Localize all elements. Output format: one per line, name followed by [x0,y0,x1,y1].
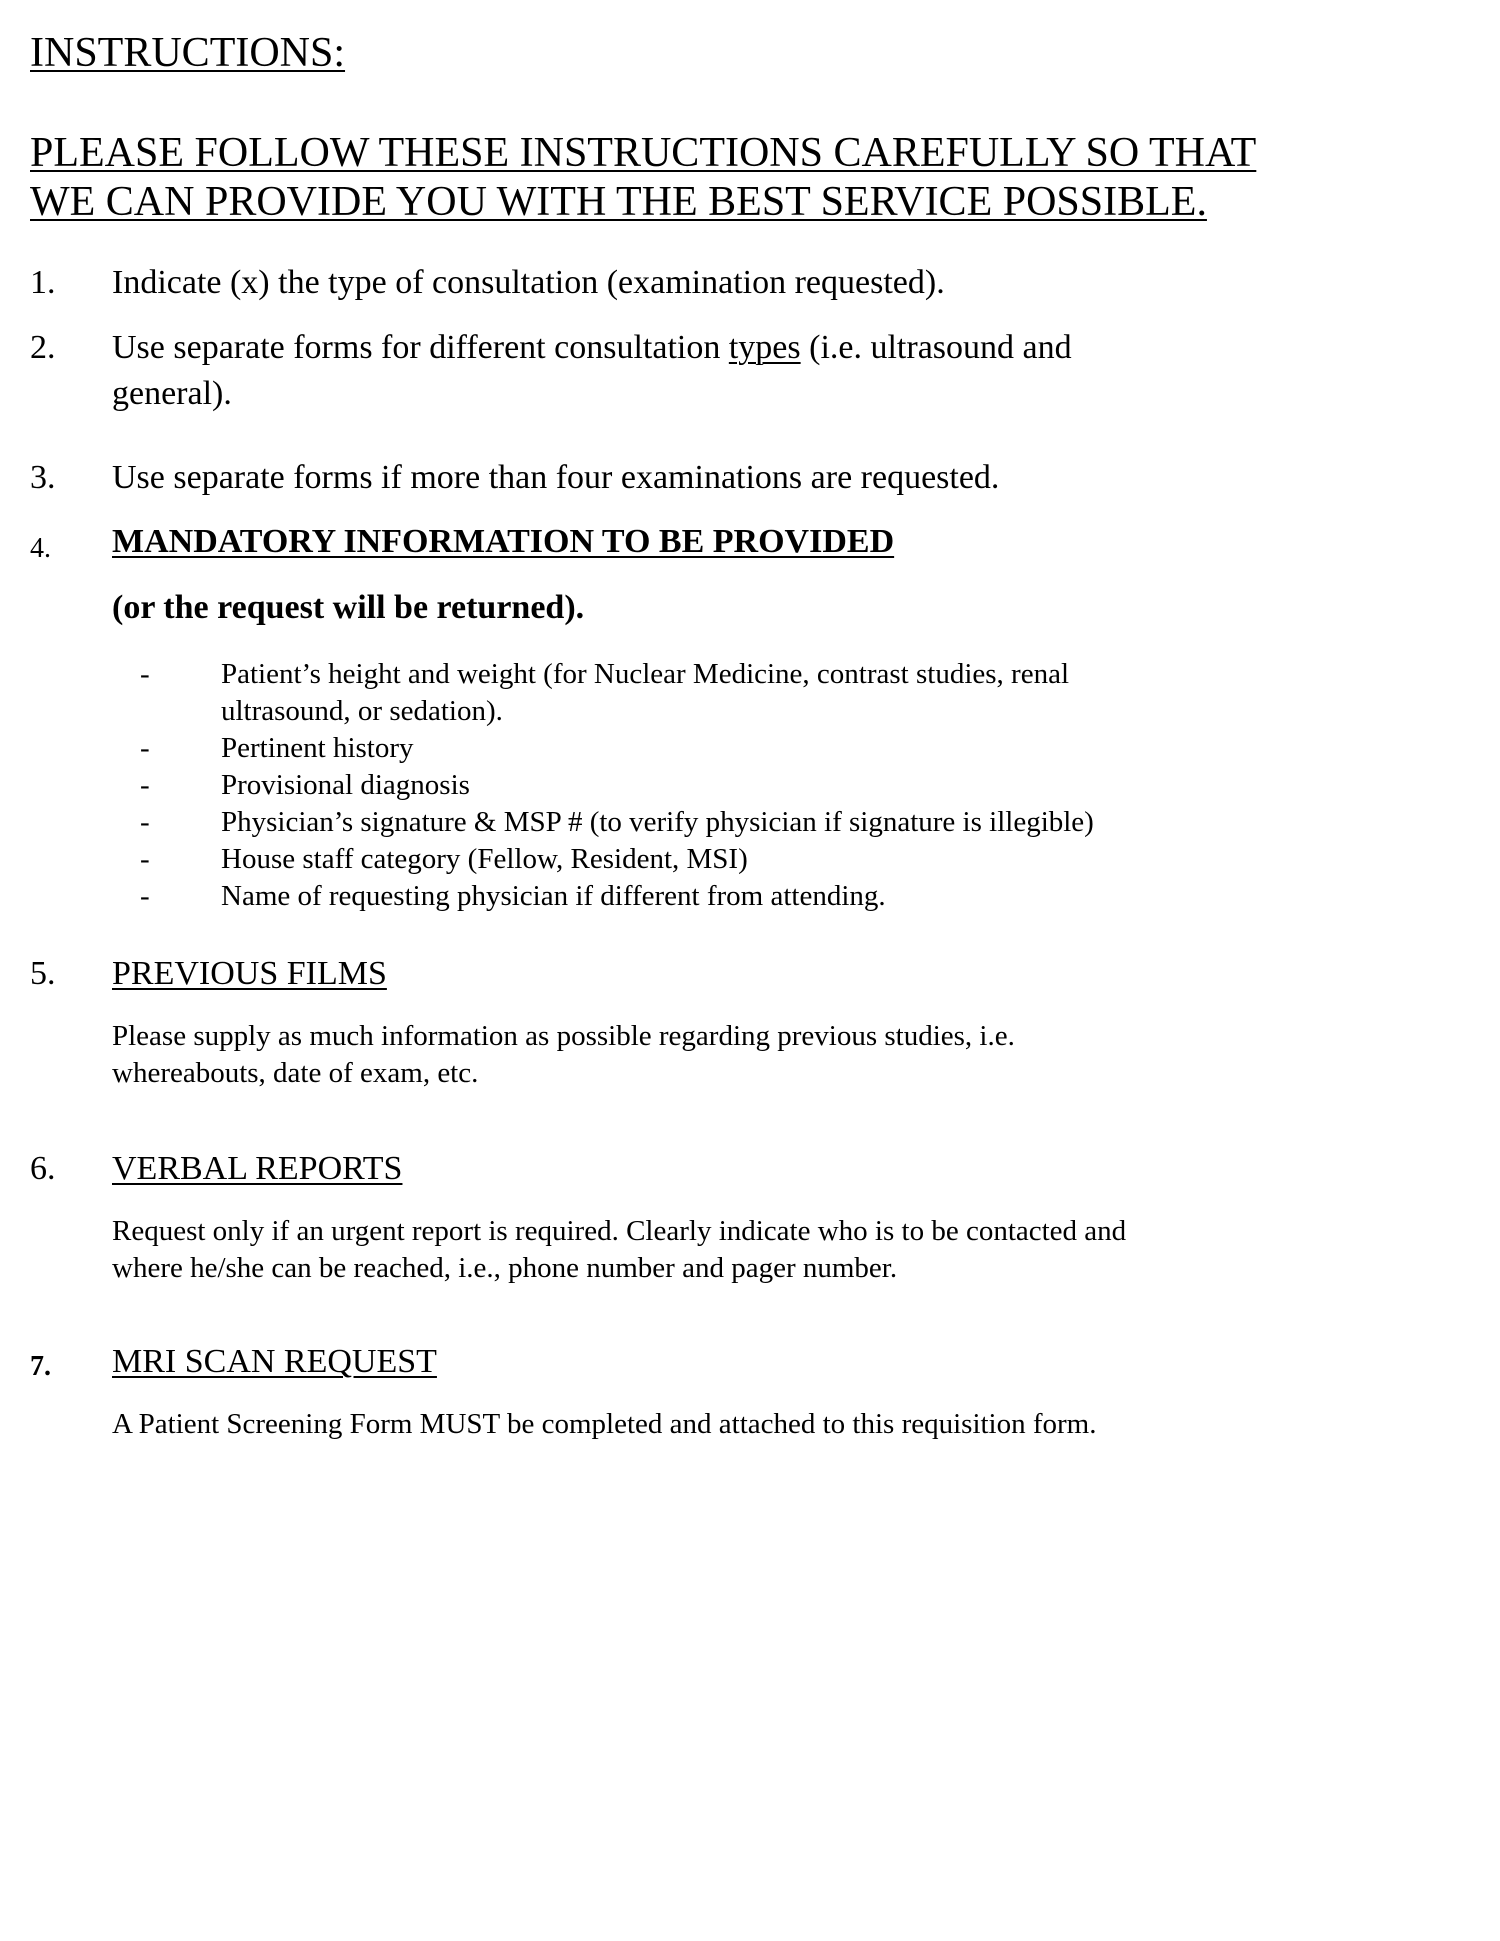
bullet-dash: - [140,658,150,690]
item-5-line-2: whereabouts, date of exam, etc. [112,1057,479,1089]
bullet-house-staff: House staff category (Fellow, Resident, MSI) [221,843,748,875]
item-2-line-2: general). [112,375,232,412]
intro-line-1: PLEASE FOLLOW THESE INSTRUCTIONS CAREFULLY SO THAT [30,130,1257,176]
item-6-number: 6. [30,1150,56,1187]
item-5-number: 5. [30,955,56,992]
item-1-number: 1. [30,264,56,301]
item-6-line-2: where he/she can be reached, i.e., phone number and pager number. [112,1252,898,1284]
bullet-requesting-physician: Name of requesting physician if different from attending. [221,880,886,912]
bullet-dash: - [140,843,150,875]
item-7-line-1: A Patient Screening Form MUST be completed and attached to this requisition form. [112,1408,1097,1440]
bullet-dash: - [140,769,150,801]
item-4-number: 4. [30,533,51,564]
bullet-provisional-diagnosis: Provisional diagnosis [221,769,470,801]
item-3-number: 3. [30,459,56,496]
bullet-dash: - [140,880,150,912]
item-7-heading: MRI SCAN REQUEST [112,1343,437,1380]
item-1-text: Indicate (x) the type of consultation (examination requested). [112,264,945,301]
bullet-pertinent-history: Pertinent history [221,732,414,764]
item-5-line-1: Please supply as much information as possible regarding previous studies, i.e. [112,1020,1015,1052]
item-5-heading: PREVIOUS FILMS [112,955,387,992]
bullet-height-weight-line-2: ultrasound, or sedation). [221,695,503,727]
item-3-text: Use separate forms if more than four examinations are requested. [112,459,1000,496]
item-2-text-after: (i.e. ultrasound and [800,329,1072,366]
intro-line-2: WE CAN PROVIDE YOU WITH THE BEST SERVICE POSSIBLE. [30,179,1207,225]
bullet-dash: - [140,806,150,838]
item-4-heading: MANDATORY INFORMATION TO BE PROVIDED [112,523,895,560]
item-2-number: 2. [30,329,56,366]
bullet-dash: - [140,732,150,764]
bullet-height-weight: Patient’s height and weight (for Nuclear Medicine, contrast studies, renal [221,658,1069,690]
item-6-line-1: Request only if an urgent report is required. Clearly indicate who is to be contacted and [112,1215,1127,1247]
item-2-text [112,325,1072,371]
bullet-physician-signature: Physician’s signature & MSP # (to verify physician if signature is illegible) [221,806,1094,838]
item-2-text-before: Use separate forms for different consultation [112,329,729,366]
item-4-subheading: (or the request will be returned). [112,589,585,626]
item-2-underlined-types: types [728,329,801,366]
item-6-heading: VERBAL REPORTS [112,1150,403,1187]
page-title: INSTRUCTIONS: [30,30,346,76]
item-7-number: 7. [30,1351,51,1382]
